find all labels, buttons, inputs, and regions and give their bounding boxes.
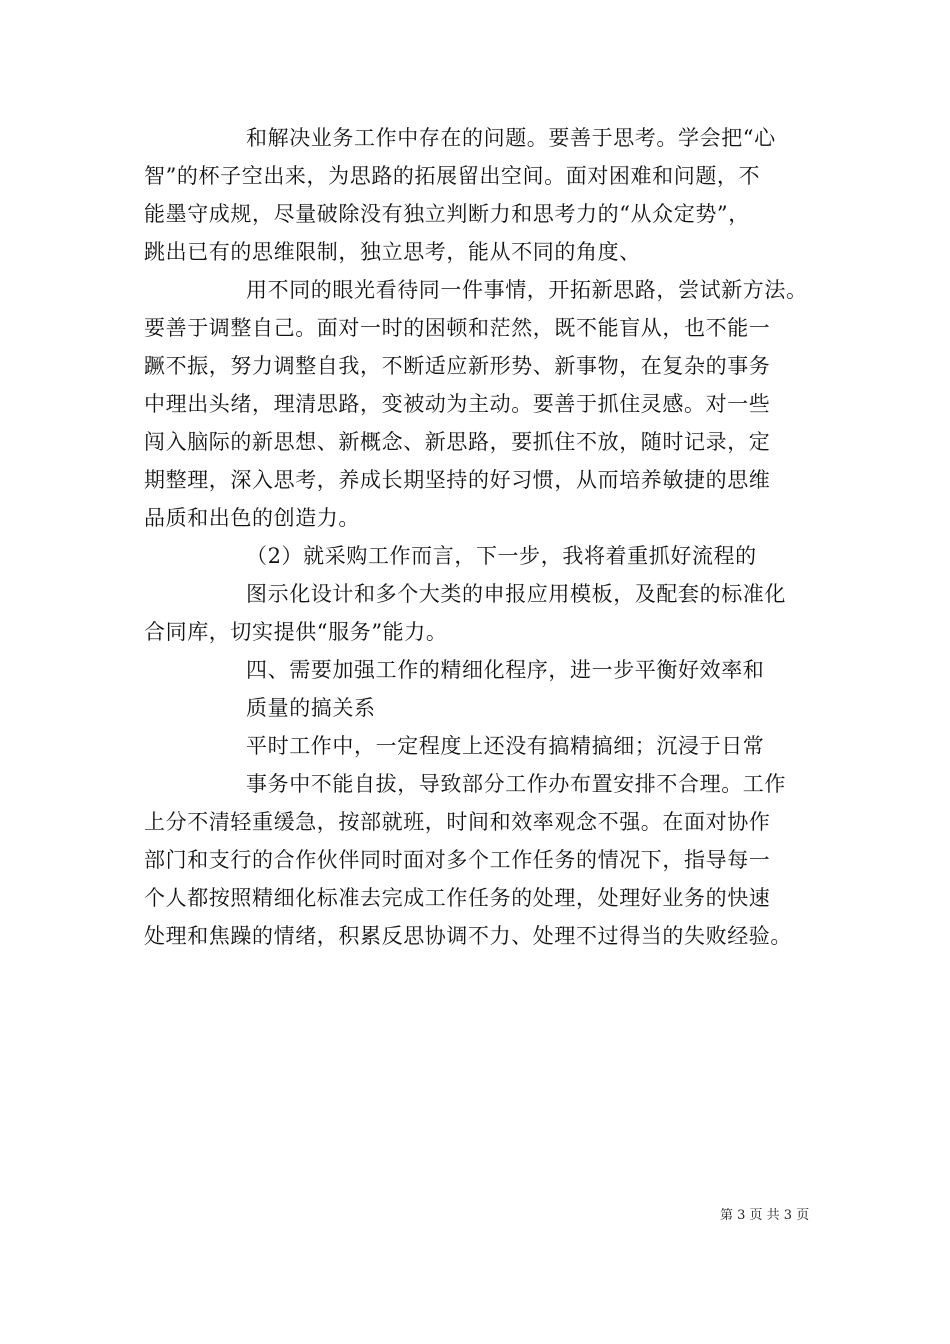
text-line: 要善于调整自己。面对一时的困顿和茫然，既不能盲从，也不能一 — [144, 316, 771, 340]
text-line: 个人都按照精细化标准去完成工作任务的处理，处理好业务的快速 — [144, 886, 771, 910]
text-line: 闯入脑际的新思想、新概念、新思路，要抓住不放，随时记录，定 — [144, 430, 771, 454]
text-line: 能墨守成规，尽量破除没有独立判断力和思考力的“从众定势”， — [144, 202, 750, 226]
page-number-footer: 第 3 页 共 3 页 — [720, 1208, 810, 1223]
text-line: 智”的杯子空出来，为思路的拓展留出空间。面对困难和问题，不 — [144, 164, 761, 188]
text-line: 品质和出色的创造力。 — [144, 506, 360, 530]
text-line: 跳出已有的思维限制，独立思考，能从不同的角度、 — [144, 240, 641, 264]
text-line: 中理出头绪，理清思路，变被动为主动。要善于抓住灵感。对一些 — [144, 392, 771, 416]
text-line: 和解决业务工作中存在的问题。要善于思考。学会把“心 — [246, 126, 776, 150]
text-line: 期整理，深入思考，养成长期坚持的好习惯，从而培养敏捷的思维 — [144, 468, 771, 492]
text-line: 用不同的眼光看待同一件事情，开拓新思路，尝试新方法。 — [246, 278, 808, 302]
text-line: 图示化设计和多个大类的申报应用模板，及配套的标准化 — [246, 582, 786, 606]
section-heading: 质量的搞关系 — [246, 696, 376, 720]
text-line: 合同库，切实提供“服务”能力。 — [144, 620, 448, 644]
text-line: 处理和焦躁的情绪，积累反思协调不力、处理不过得当的失败经验。 — [144, 924, 792, 948]
text-line: 平时工作中，一定程度上还没有搞精搞细；沉浸于日常 — [246, 734, 765, 758]
text-line: 上分不清轻重缓急，按部就班，时间和效率观念不强。在面对协作 — [144, 810, 771, 834]
text-line: 部门和支行的合作伙伴同时面对多个工作任务的情况下，指导每一 — [144, 848, 771, 872]
text-line: 蹶不振，努力调整自我，不断适应新形势、新事物，在复杂的事务 — [144, 354, 771, 378]
text-line: （2）就采购工作而言，下一步，我将着重抓好流程的 — [246, 544, 757, 568]
section-heading: 四、需要加强工作的精细化程序，进一步平衡好效率和 — [246, 658, 765, 682]
text-line: 事务中不能自拔，导致部分工作办布置安排不合理。工作 — [246, 772, 786, 796]
